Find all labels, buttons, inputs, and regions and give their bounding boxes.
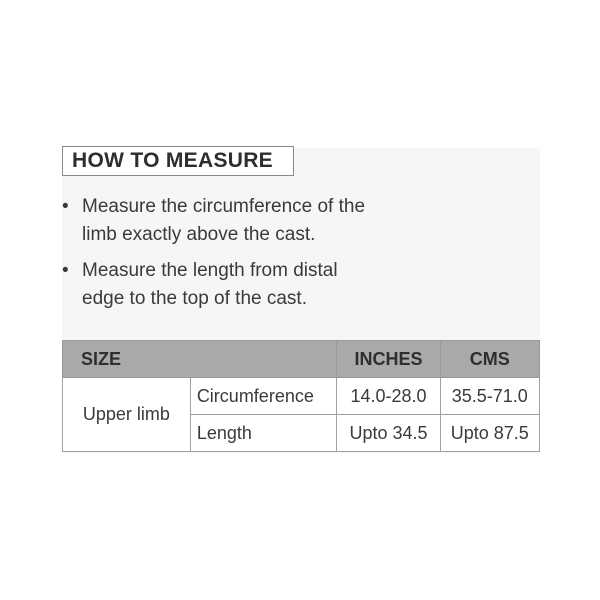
measure-cell: Length bbox=[190, 415, 337, 452]
header-size: SIZE bbox=[63, 341, 337, 378]
size-table bbox=[62, 340, 540, 452]
header-inches: INCHES bbox=[337, 341, 440, 378]
instructions-list bbox=[62, 193, 422, 321]
inches-cell: 14.0-28.0 bbox=[337, 378, 440, 415]
list-item bbox=[62, 257, 422, 313]
inches-cell: Upto 34.5 bbox=[337, 415, 440, 452]
bullet-icon: • bbox=[62, 260, 69, 281]
cms-cell: 35.5-71.0 bbox=[440, 378, 539, 415]
bullet-line-2: limb exactly above the cast. bbox=[82, 224, 316, 245]
bullet-icon: • bbox=[62, 196, 69, 217]
list-item bbox=[62, 193, 422, 249]
header-cms: CMS bbox=[440, 341, 539, 378]
bullet-line-1: Measure the length from distal bbox=[82, 260, 338, 281]
table-row bbox=[63, 378, 540, 415]
limb-cell: Upper limb bbox=[63, 378, 191, 452]
bullet-line-1: Measure the circumference of the bbox=[82, 196, 366, 217]
section-heading: HOW TO MEASURE bbox=[62, 146, 294, 176]
table-header-row bbox=[63, 341, 540, 378]
cms-cell: Upto 87.5 bbox=[440, 415, 539, 452]
measure-cell: Circumference bbox=[190, 378, 337, 415]
bullet-line-2: edge to the top of the cast. bbox=[82, 288, 307, 309]
